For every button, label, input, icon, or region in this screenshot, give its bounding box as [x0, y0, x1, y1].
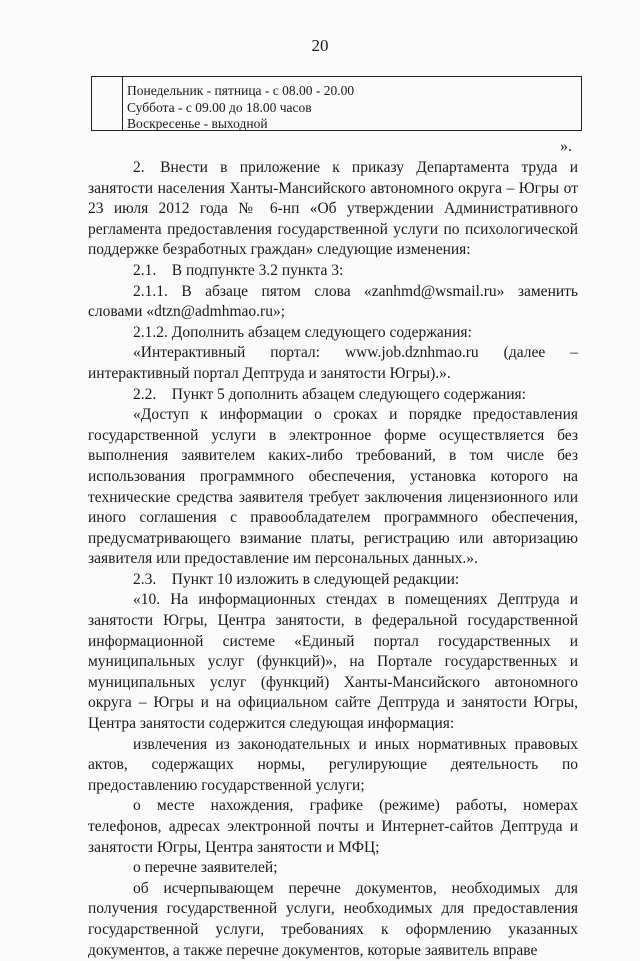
paragraph-access-quote: «Доступ к информации о сроках и порядке предоставления государственной услуги в электронное форме осуществляется без выполнения заявителем каких-либо требований, в том числе без использования программного обеспечения, установка которого на технические средства заявителя требует заключения лицензионного или иного соглашения с правообладателем программного обеспечения, предусматривающего взимание платы, регистрацию или авторизацию заявителя или предоставление им персональных данных.». [88, 406, 578, 568]
paragraph-documents: об исчерпывающем перечне документов, необходимых для получения государственной услуги, необходимых для предоставления государственной услуги, требованиях к оформлению указанных документов, а также перечне документов, которые заявитель вправе [88, 879, 578, 959]
paragraph-item-2-3: 2.3. Пункт 10 изложить в следующей редакции: [133, 570, 460, 588]
page-number: 20 [311, 36, 329, 55]
paragraph-item-2-1-2: 2.1.2. Дополнить абзацем следующего содержания: [133, 323, 472, 341]
schedule-cell [127, 83, 354, 133]
schedule-line-sunday: Воскресенье - выходной [127, 116, 268, 131]
paragraph-item-10-quote: «10. На информационных стендах в помещениях Дептруда и занятости Югры, Центра занятости, в федеральной государственной информационной системе «Единый портал государственных и муниципальных услуг (функций)», на Портале государственных и муниципальных услуг (функций) Ханты-Мансийского автономного округа – Югры и на официальном сайте Дептруда и занятости Югры, Центра занятости содержится следующая информация: [88, 591, 578, 733]
paragraph-portal-quote: «Интерактивный портал: www.job.dznhmao.ru (далее – интерактивный портал Дептруда и занятости Югры).». [88, 344, 578, 382]
schedule-line-weekdays: Понедельник - пятница - с 08.00 - 20.00 [127, 83, 355, 98]
paragraph-location: о месте нахождения, графике (режиме) работы, номерах телефонов, адресах электронной почты и Интернет-сайтов Дептруда и занятости Югры, Центра занятости и МФЦ; [88, 797, 578, 856]
paragraph-extracts: извлечения из законодательных и иных нормативных правовых актов, содержащих нормы, регулирующие деятельность по предоставлению государственной услуги; [88, 735, 578, 794]
table-column-divider [122, 77, 123, 130]
closing-quote: ». [560, 138, 572, 155]
paragraph-applicants: о перечне заявителей; [133, 859, 278, 877]
paragraph-item-2-1-1: 2.1.1. В абзаце пятом слова «zanhmd@wsmail.ru» заменить словами «dtzn@admhmao.ru»; [88, 282, 578, 321]
schedule-table [91, 76, 582, 131]
schedule-line-saturday: Суббота - с 09.00 до 18.00 часов [127, 99, 312, 115]
paragraph-item-2: 2. Внести в приложение к приказу Департамента труда и занятости населения Ханты-Мансийского автономного округа – Югры от 23 июля 2012 года № 6-нп «Об утверждении Административного регламента предоставления государственной услуги по психологической поддержке безработных граждан» следующие изменения: [88, 159, 578, 259]
paragraph-item-2-1: 2.1. В подпункте 3.2 пункта 3: [133, 261, 344, 279]
document-body [88, 158, 578, 961]
paragraph-item-2-2: 2.2. Пункт 5 дополнить абзацем следующего содержания: [133, 385, 526, 403]
